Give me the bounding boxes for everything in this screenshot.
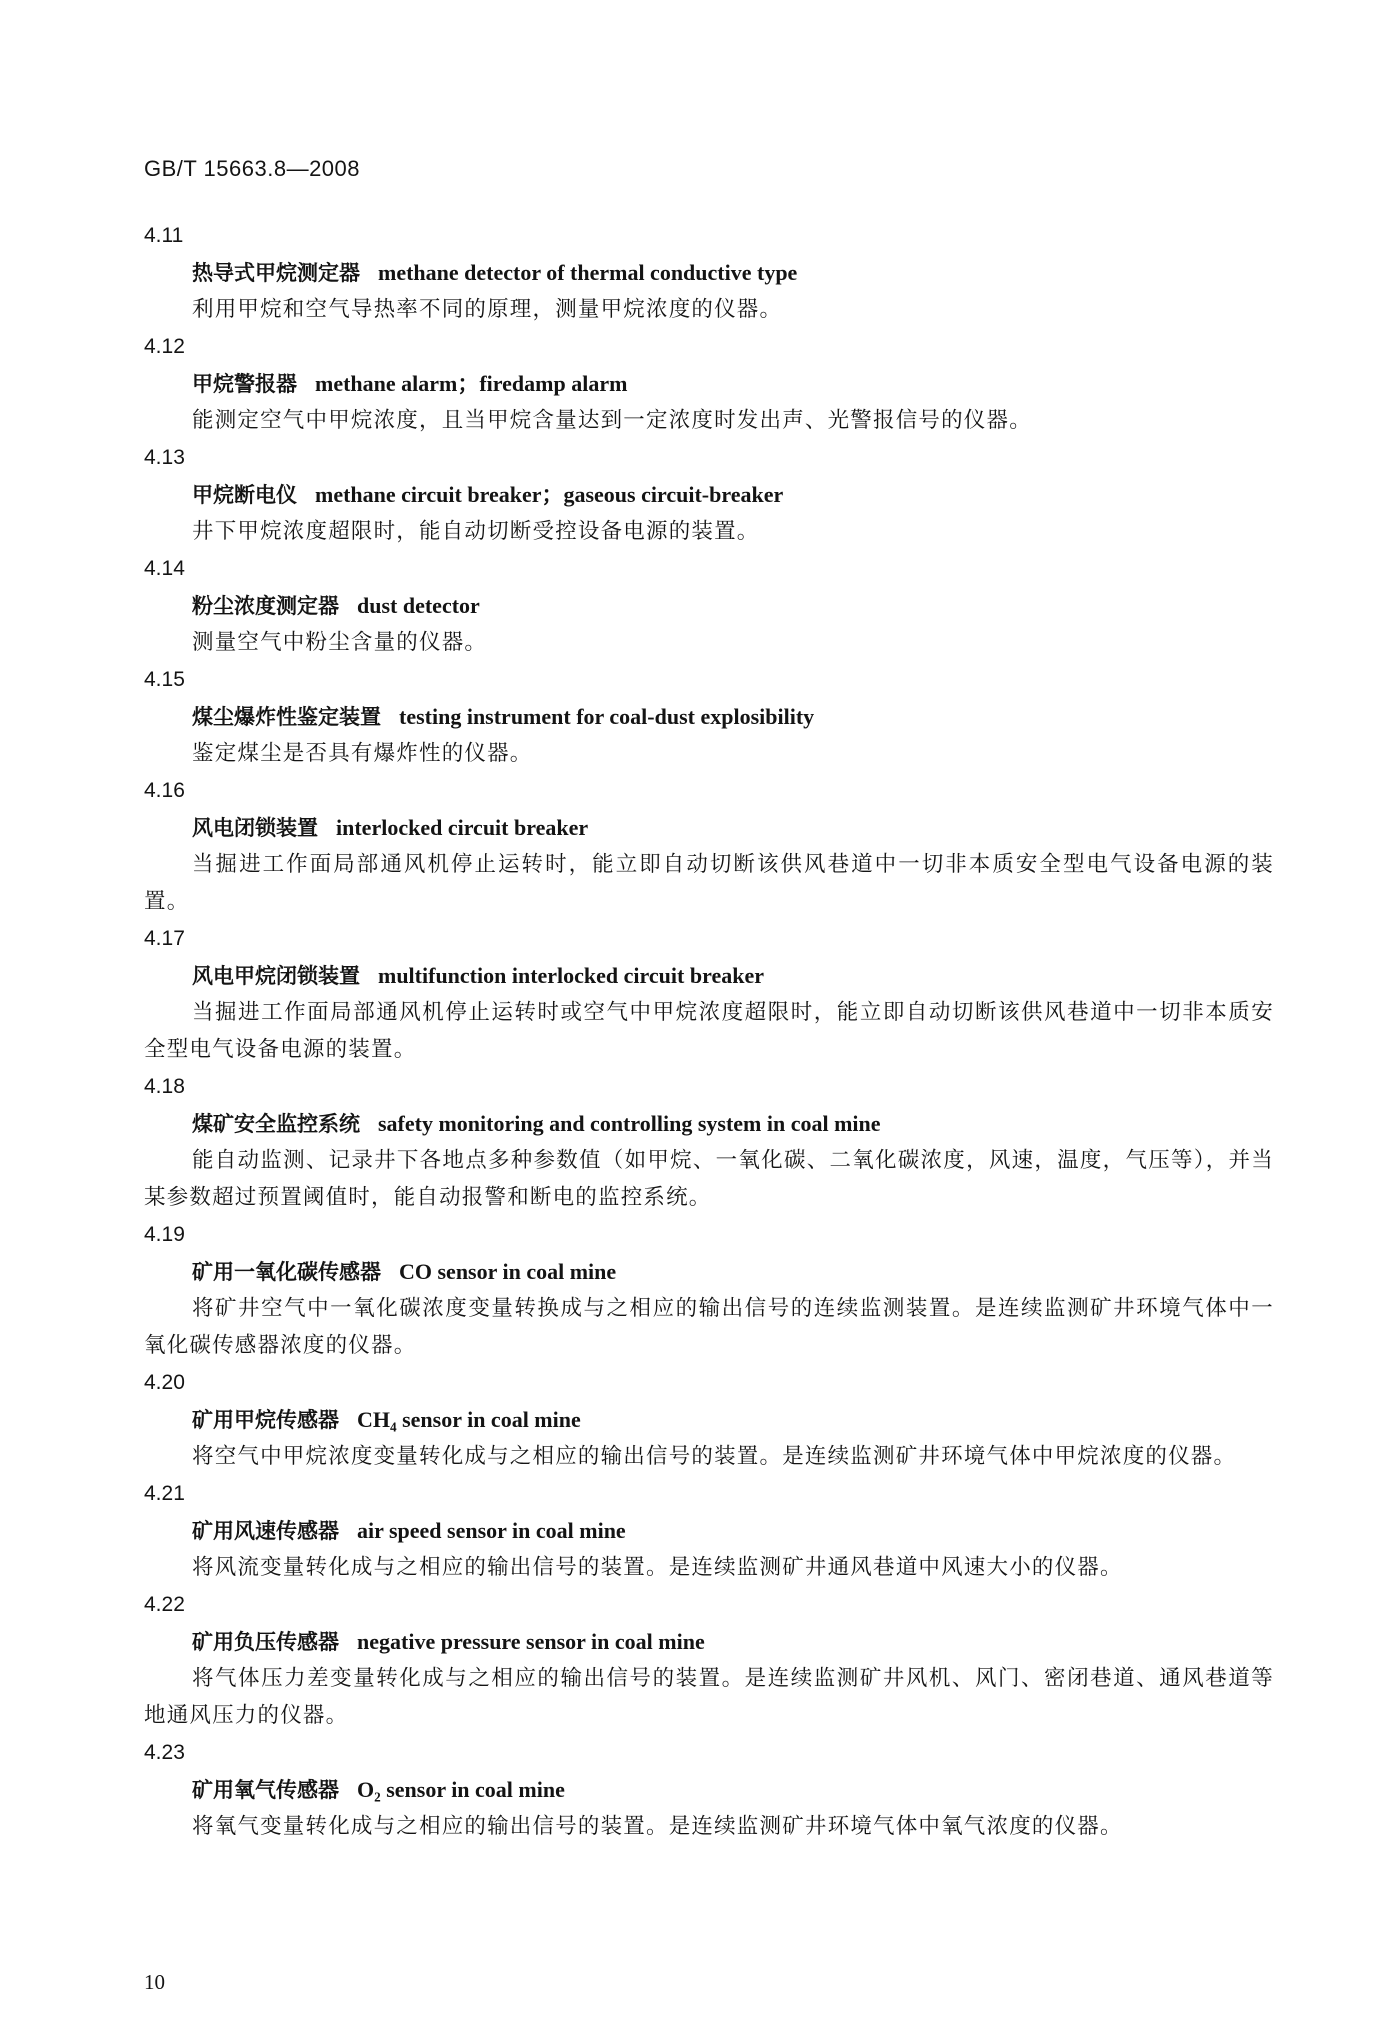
page-number: 10 [144, 1970, 165, 1994]
term-entry [144, 550, 1274, 661]
standard-code: GB/T 15663.8—2008 [144, 156, 361, 181]
term-english: safety monitoring and controlling system in coal mine [378, 1111, 881, 1136]
entry-term [144, 957, 1274, 994]
entry-definition: 井下甲烷浓度超限时，能自动切断受控设备电源的装置。 [192, 519, 760, 544]
term-chinese: 甲烷警报器 [192, 372, 297, 396]
term-english: negative pressure sensor in coal mine [357, 1629, 705, 1654]
term-entry [144, 1734, 1274, 1845]
entry-term [144, 1512, 1274, 1549]
entry-definition: 将矿井空气中一氧化碳浓度变量转换成与之相应的输出信号的连续监测装置。是连续监测矿井环境气体中一氧化碳传感器浓度的仪器。 [144, 1296, 1274, 1358]
entry-number: 4.11 [144, 224, 184, 247]
entry-term [144, 1771, 1274, 1808]
term-entry [144, 1364, 1274, 1475]
term-english: methane detector of thermal conductive type [378, 260, 798, 285]
term-chinese: 矿用风速传感器 [192, 1519, 339, 1543]
entry-term [144, 698, 1274, 735]
entry-definition: 当掘进工作面局部通风机停止运转时，能立即自动切断该供风巷道中一切非本质安全型电气设备电源的装置。 [144, 852, 1274, 914]
entry-number: 4.19 [144, 1223, 185, 1246]
entry-definition: 将气体压力差变量转化成与之相应的输出信号的装置。是连续监测矿井风机、风门、密闭巷道、通风巷道等地通风压力的仪器。 [144, 1666, 1274, 1728]
term-chinese: 矿用负压传感器 [192, 1630, 339, 1654]
entry-number: 4.23 [144, 1741, 185, 1764]
entry-definition: 当掘进工作面局部通风机停止运转时或空气中甲烷浓度超限时，能立即自动切断该供风巷道中一切非本质安全型电气设备电源的装置。 [144, 1000, 1274, 1062]
entry-term [144, 587, 1274, 624]
entry-term [144, 809, 1274, 846]
term-chinese: 热导式甲烷测定器 [192, 261, 360, 285]
entry-definition: 将空气中甲烷浓度变量转化成与之相应的输出信号的装置。是连续监测矿井环境气体中甲烷浓度的仪器。 [192, 1444, 1237, 1469]
entry-number: 4.20 [144, 1371, 185, 1394]
entry-definition: 测量空气中粉尘含量的仪器。 [192, 630, 488, 655]
term-entry [144, 1216, 1274, 1364]
term-chinese: 煤矿安全监控系统 [192, 1112, 360, 1136]
entry-number: 4.22 [144, 1593, 185, 1616]
term-entry [144, 772, 1274, 920]
term-chinese: 矿用氧气传感器 [192, 1778, 339, 1802]
entry-number: 4.15 [144, 668, 185, 691]
term-chinese: 风电闭锁装置 [192, 816, 318, 840]
entry-definition: 利用甲烷和空气导热率不同的原理，测量甲烷浓度的仪器。 [192, 297, 783, 322]
term-chinese: 甲烷断电仪 [192, 483, 297, 507]
term-english: interlocked circuit breaker [336, 815, 589, 840]
term-english: dust detector [357, 593, 480, 618]
term-english: testing instrument for coal-dust explosibility [399, 704, 815, 729]
entry-number: 4.17 [144, 927, 185, 950]
entry-definition: 能自动监测、记录井下各地点多种参数值（如甲烷、一氧化碳、二氧化碳浓度，风速，温度，气压等），并当某参数超过预置阈值时，能自动报警和断电的监控系统。 [144, 1148, 1274, 1210]
term-chinese: 煤尘爆炸性鉴定装置 [192, 705, 381, 729]
entry-number: 4.14 [144, 557, 185, 580]
term-english: methane alarm；firedamp alarm [315, 371, 628, 396]
term-english: methane circuit breaker；gaseous circuit-breaker [315, 482, 784, 507]
entry-definition: 将氧气变量转化成与之相应的输出信号的装置。是连续监测矿井环境气体中氧气浓度的仪器。 [192, 1814, 1123, 1839]
term-entry [144, 661, 1274, 772]
entry-number: 4.13 [144, 446, 185, 469]
term-entry [144, 439, 1274, 550]
term-chinese: 风电甲烷闭锁装置 [192, 964, 360, 988]
term-english: CH₄ sensor in coal mine [357, 1407, 581, 1432]
term-chinese: 粉尘浓度测定器 [192, 594, 339, 618]
entry-definition: 将风流变量转化成与之相应的输出信号的装置。是连续监测矿井通风巷道中风速大小的仪器。 [192, 1555, 1123, 1580]
entry-number: 4.12 [144, 335, 185, 358]
term-english: CO sensor in coal mine [399, 1259, 617, 1284]
entry-term [144, 1105, 1274, 1142]
term-entry [144, 328, 1274, 439]
term-entry [144, 1475, 1274, 1586]
entry-number: 4.18 [144, 1075, 185, 1098]
term-entry [144, 1586, 1274, 1734]
entry-number: 4.21 [144, 1482, 185, 1505]
entry-term [144, 476, 1274, 513]
entry-term [144, 1253, 1274, 1290]
entry-definition: 鉴定煤尘是否具有爆炸性的仪器。 [192, 741, 533, 766]
entry-number: 4.16 [144, 779, 185, 802]
entry-definition: 能测定空气中甲烷浓度，且当甲烷含量达到一定浓度时发出声、光警报信号的仪器。 [192, 408, 1032, 433]
term-chinese: 矿用一氧化碳传感器 [192, 1260, 381, 1284]
term-entry [144, 920, 1274, 1068]
term-chinese: 矿用甲烷传感器 [192, 1408, 339, 1432]
entry-term [144, 365, 1274, 402]
term-english: O₂ sensor in coal mine [357, 1777, 565, 1802]
entry-term [144, 1401, 1274, 1438]
term-entry [144, 217, 1274, 328]
term-english: multifunction interlocked circuit breaker [378, 963, 764, 988]
term-entries [144, 217, 1274, 1845]
term-entry [144, 1068, 1274, 1216]
term-english: air speed sensor in coal mine [357, 1518, 626, 1543]
entry-term [144, 1623, 1274, 1660]
entry-term [144, 254, 1274, 291]
